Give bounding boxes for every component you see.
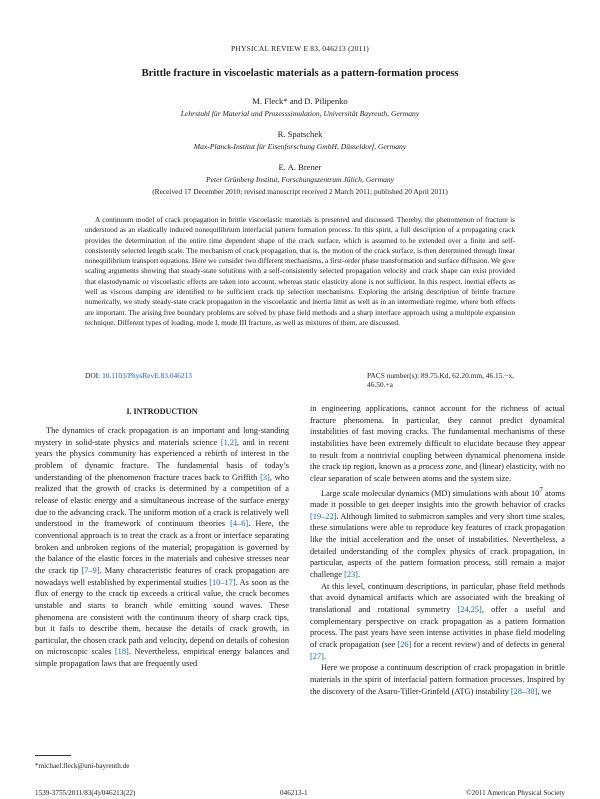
paper-title: Brittle fracture in viscoelastic materials as a pattern-formation process [141, 68, 459, 79]
text-run: . [357, 569, 361, 579]
footer-page-number: 046213-1 [280, 789, 308, 797]
author-names-2: R. Spatschek [277, 129, 323, 139]
emphasis-text: process zone [418, 462, 462, 472]
pacs-numbers: PACS number(s): 89.75.Kd, 62.20.mm, 46.15.−x, 46.50.+a [367, 371, 514, 389]
paragraph [310, 403, 565, 485]
affiliation-1: Lehrstuhl für Material und Prozesssimulation, Universität Bayreuth, Germany [180, 109, 420, 118]
author-names-3: E. A. Brener [278, 162, 322, 172]
text-run: , offer a useful and complementary perspective on crack propagation as a pattern formation process. The past years have seen intense activities in phase field modeling of crack propagation (see [310, 604, 565, 649]
doi-link[interactable]: 10.1103/PhysRevE.83.046213 [102, 371, 192, 380]
citation-link[interactable]: [23] [344, 569, 358, 579]
footnote-email: *michael.fleck@uni-bayreuth.de [35, 762, 130, 770]
paragraph [310, 581, 565, 663]
right-column [310, 403, 565, 697]
footer-issn: 1539-3755/2011/83(4)/046213(22) [35, 789, 136, 797]
text-run: . Although limited to submicron samples and very short time scales, these simulations were able to reproduce key features of crack propagation like the initial acceleration and the onset of instabilities. Nevertheless, a detailed understanding of the complex physics of crack propagation, in particular, aspects of the pattern formation process, still remain a major challenge [310, 511, 565, 579]
text-run: Large scale molecular dynamics (MD) simulations with about 10 [321, 488, 540, 498]
citation-link[interactable]: [24,25] [457, 604, 482, 614]
paragraph [310, 485, 565, 581]
citation-link[interactable]: [27] [310, 651, 324, 661]
text-run: , and in recent years the physics community has experienced a rebirth of interest in the problem of dynamic fracture. The fundamental basis of today’s understanding of the phenomenon fracture traces back to Griffith [35, 437, 289, 482]
paragraph [35, 425, 289, 670]
text-run: . Many characteristic features of crack propagation are nowadays well established by experimental studies [35, 565, 289, 587]
text-run: in engineering applications, cannot account for the richness of actual fracture phenomena. In particular, they cannot predict dynamical instabilities of fast moving cracks. The fundamental mechanisms of these instabilities have been extremely difficult to elucidate because they appear to result from a nontrivial coupling between dynamical phenomena inside the crack tip region, known as a [310, 404, 565, 472]
affiliation-2: Max-Planck-Institut für Eisenforschung GmbH, Düsseldorf, Germany [193, 142, 407, 151]
abstract [85, 215, 515, 328]
text-run: , we [537, 686, 552, 696]
text-run: . [323, 651, 326, 661]
citation-link[interactable]: [1,2] [220, 437, 237, 447]
paragraph [310, 662, 565, 697]
publication-dates: (Received 17 December 2010; revised manuscript received 2 March 2011; published 20 April 2011) [152, 187, 448, 196]
citation-link[interactable]: [7–9] [81, 565, 100, 575]
citation-link[interactable]: [19–22] [310, 511, 337, 521]
text-run: The dynamics of crack propagation is an important and long-standing mystery in solid-state physics and materials science [35, 426, 289, 447]
text-run: , and (linear) elasticity, with no clear separation of scale between atoms and the system size. [310, 462, 565, 483]
footer-copyright: ©2011 American Physical Society [466, 789, 565, 797]
abstract-text: A continuum model of crack propagation in brittle viscoelastic materials is presented and discussed. Thereby, the phenomenon of fracture is understood as an elastically induced nonequilibrium interfacial pattern formation process. In this spirit, a full description of a propagating crack provides the determination of the entire time dependent shape of the crack surface, which is assumed to be extended over a finite and self-consistently selected length scale. The mechanism of crack propagation, that is, the motion of the crack surface, is then determined through linear nonequilibrium transport equations. Here we consider two different mechanisms, a first-order phase transformation and surface diffusion. We give scaling arguments showing that steady-state solutions with a self-consistently selected propagation velocity and crack shape can exist provided that elastodynamic or viscoelastic effects are taken into account, whereas static elasticity alone is not sufficient. In this respect, inertial effects as well as viscous damping are identified to be sufficient crack tip selection mechanisms. Exploring the arising description of brittle fracture numerically, we study steady-state crack propagation in the viscoelastic and inertia limit as well as in an intermediate regime, where both effects are important. The arising free boundary problems are solved by phase field methods and a sharp interface approach using a multipole expansion technique. Different types of loading, mode I, mode III fracture, as well as mixtures of them, are discussed. [85, 215, 515, 327]
superscript: 7 [539, 485, 543, 494]
text-run: . Nevertheless, empirical energy balances and simple propagation laws that are frequently used [35, 647, 289, 669]
citation-link[interactable]: [18] [114, 647, 129, 657]
citation-link[interactable]: [4–6] [230, 519, 249, 529]
citation-link[interactable]: [10–17] [209, 577, 236, 587]
section-heading: I. INTRODUCTION [126, 407, 198, 416]
affiliation-3: Peter Grünberg Institut, Forschungszentrum Jülich, Germany [205, 175, 395, 184]
text-run: . Here, the conventional approach is to treat the crack as a front or interface separating broken and unbroken regions of the material; propagation is governed by the balance of the elastic forces in the materials and cohesive stresses near the crack tip [35, 519, 289, 575]
text-run: Here we propose a continuum description of crack propagation in brittle materials in the spirit of interfacial pattern formation processes. Inspired by the discovery of the Asaro-Tiller-Grinfeld (ATG) instability [310, 663, 565, 696]
text-run: . As soon as the flux of energy to the crack tip exceeds a critical value, the crack becomes unstable and starts to branch while emitting sound waves. These phenomena are consistent with the continuum theory of sharp crack tips, but it fails to describe them, because the details of crack growth, in particular, the chosen crack path and velocity, depend on details of cohesion on microscopic scales [35, 577, 289, 657]
citation-link[interactable]: [28–30] [510, 686, 538, 696]
footnote-divider [35, 755, 71, 756]
text-run: for a recent review) and of defects in general [411, 639, 566, 649]
doi-pacs-row [85, 371, 515, 389]
journal-header: PHYSICAL REVIEW E 83, 046213 (2011) [231, 44, 369, 53]
text-run: , who realized that the growth of cracks is determined by a competition of a release of elastic energy and a simultaneous increase of the surface energy due to the advancing crack. The uniform motion of a crack is relatively well understood in the framework of continuum theories [35, 472, 289, 529]
text-run: At this level, continuum descriptions, in particular, phase field methods that avoid dynamical artifacts which are associated with the breaking of translational and rotational symmetry [310, 581, 565, 614]
left-column [35, 425, 289, 670]
citation-link[interactable]: [3] [260, 472, 270, 482]
text-run: atoms made it possible to get deeper insights into the growth behavior of cracks [310, 488, 565, 510]
author-names-1: M. Fleck* and D. Pilipenko [252, 96, 348, 106]
citation-link[interactable]: [26] [397, 639, 412, 649]
doi-label: DOI: [85, 371, 101, 380]
